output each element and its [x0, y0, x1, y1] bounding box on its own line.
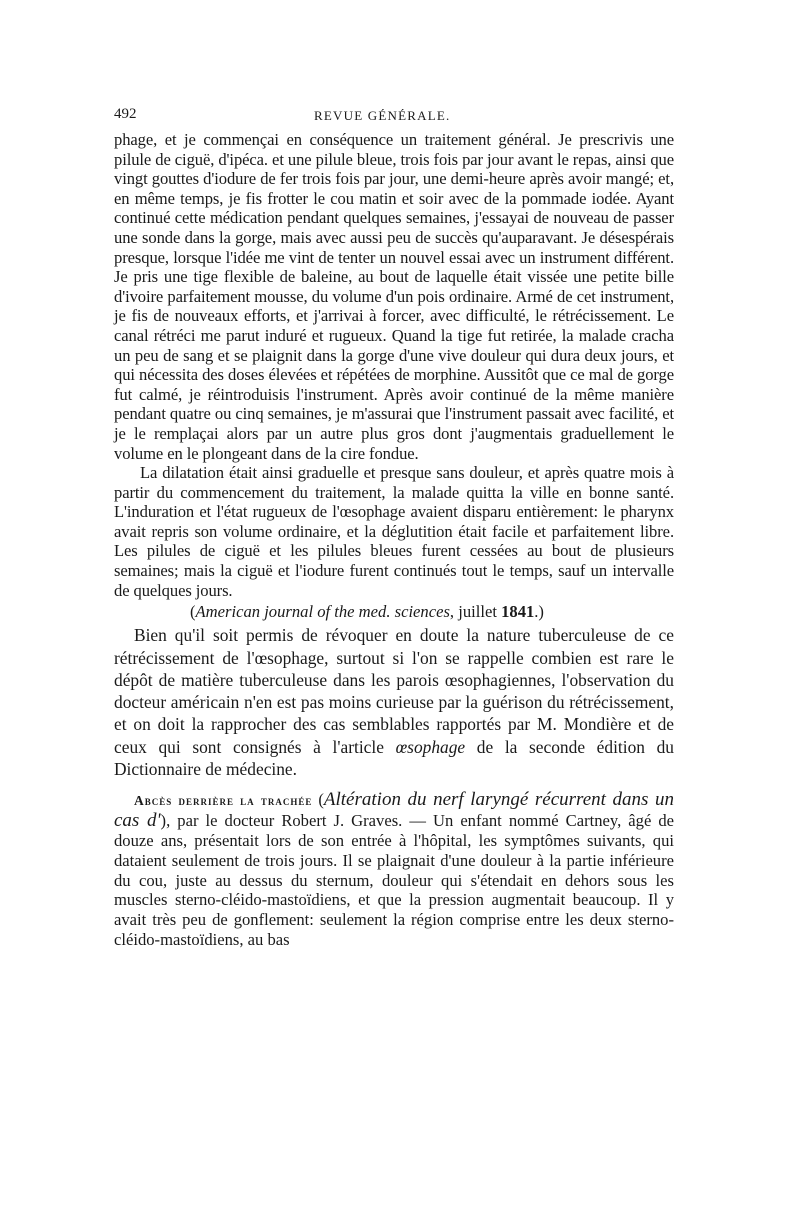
citation-date: , juillet — [449, 602, 502, 622]
paragraph-dilatation: La dilatation était ainsi graduelle et presque sans douleur, et après quatre mois à partir du commencement du traitement, la malade quitta la ville en bonne santé. L'induration et l'état rugueux de l'œsophage avaient disparu entièrement: le pharynx avait repris son volume ordinaire, et la déglutition était facile et parfaitement libre. Les pilules de ciguë et les pilules bleues furent cessées au bout de plusieurs semaines; mais la ciguë et l'iodure furent continués tout le temps, sauf un intervalle de quelques jours. — [114, 463, 674, 600]
page-number: 492 — [114, 106, 137, 122]
commentary-text-after: de la seconde édition du Dictionnaire de médecine. — [114, 736, 675, 780]
running-head: REVUE GÉNÉRALE. — [314, 108, 451, 123]
paragraph-treatment: phage, et je commençai en conséquence un traitement général. Je prescrivis une pilule de ciguë, d'ipéca. et une pilule bleue, trois fois par jour avant le repas, ainsi que vingt gouttes d'iodure de fer trois fois par jour, une demi-heure après avoir mangé; et, en même temps, je fis frotter le cou matin et soir avec de la pommade iodée. Ayant continué cette médication pendant quelques semaines, j'essayai de nouveau de passer une sonde dans la gorge, mais avec aussi peu de succès qu'auparavant. Je désespérais presque, lorsque l'idée me vint de tenter un nouvel essai avec un instrument différent. Je pris une tige flexible de baleine, au bout de laquelle était vissée une petite bille d'ivoire parfaitement mousse, du volume d'un pois ordinaire. Armé de cet instrument, je fis de nouveaux efforts, et j'arrivai à forcer, avec difficulté, le rétrécissement. Le canal rétréci me parut induré et rugueux. Quand la tige fut retirée, la malade cracha un peu de sang et se plaignit dans la gorge d'une vive douleur qui dura deux jours, et qui nécessita des doses élevées et répétées de morphine. Aussitôt que ce mal de gorge fut calmé, je réintroduisis l'instrument. Après avoir continué de la même manière pendant quatre ou cinq semaines, je m'assurai que l'instrument passait avec facilité, et je le remplaçai alors par un autre plus gros dont j'augmentais graduellement le volume en le plongeant dans de la cire fondue. — [114, 130, 674, 463]
commentary-text-before: Bien qu'il soit permis de révoquer en doute la nature tuberculeuse de ce rétrécissement de l'œsophage, surtout si l'on se rappelle combien est rare le dépôt de matière tuberculeuse dans les parois œsophagiennes, l'observation du docteur américain n'en est pas moins curieuse par la guérison du rétrécissement, et on doit la rapprocher des cas semblables rapportés par M. Mondière et de ceux qui sont consignés à l'article — [114, 625, 674, 757]
section-body: Un enfant nommé Cartney, âgé de douze ans, présentait lors de son entrée à l'hôpital, les symptômes suivants, qui dataient seulement de trois jours. Il se plaignait d'une douleur à la partie inférieure du cou, juste au dessus du sternum, douleur qui s'étendait en dehors sous les muscles sterno-cléido-mastoïdiens, et que la pression augmentait beaucoup. Il y avait très peu de gonflement: seulement la région comprise entre les deux sterno-cléido-mastoïdiens, au bas — [114, 811, 675, 949]
citation-year: 1841 — [501, 602, 535, 622]
citation-open: ( — [190, 602, 196, 622]
section-subtitle-open: ( — [312, 790, 324, 810]
commentary-term: œsophage — [395, 736, 466, 757]
page-header — [114, 100, 674, 130]
book-page — [114, 100, 674, 966]
section-heading: Abcès derrière la trachée — [134, 793, 313, 809]
section-abces — [114, 790, 674, 949]
citation — [114, 602, 674, 622]
section-author: par le docteur Robert J. Graves. — — [170, 811, 433, 831]
section-subtitle-close: ), — [160, 811, 171, 831]
citation-journal: American journal of the med. sciences — [195, 602, 450, 622]
paragraph-commentary — [114, 624, 674, 780]
section-subtitle: Altération du nerf laryngé récurrent dans un cas d' — [114, 789, 674, 832]
citation-close: .) — [534, 602, 544, 622]
